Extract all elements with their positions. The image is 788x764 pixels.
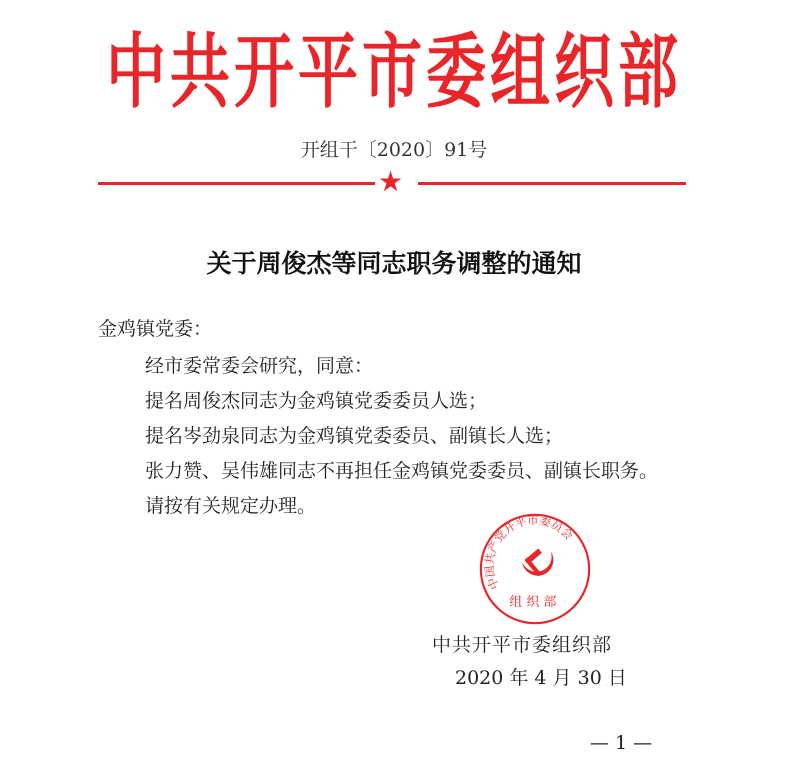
page-number: — 1 — xyxy=(590,732,653,754)
issue-date: 2020 年 4 月 30 日 xyxy=(455,667,627,689)
red-divider-left xyxy=(98,182,375,185)
body-line: 请按有关规定办理。 xyxy=(145,495,317,517)
red-divider-right xyxy=(418,182,686,185)
seal-inner-text: 组织部 xyxy=(509,595,561,611)
body-line: 张力赞、吴伟雄同志不再担任金鸡镇党委委员、副镇长职务。 xyxy=(145,460,659,482)
official-seal xyxy=(478,512,592,626)
recipient: 金鸡镇党委： xyxy=(98,318,213,340)
body-line: 提名岑劲泉同志为金鸡镇党委委员、副镇长人选； xyxy=(145,425,564,447)
notice-title: 关于周俊杰等同志职务调整的通知 xyxy=(206,249,582,278)
body-line: 提名周俊杰同志为金鸡镇党委委员人选； xyxy=(145,390,488,412)
star-icon: ★ xyxy=(378,165,404,198)
issuer-title: 中共开平市委组织部 xyxy=(106,25,682,121)
body-line: 经市委常委会研究，同意： xyxy=(145,355,374,377)
document-number: 开组干〔2020〕91号 xyxy=(300,139,488,161)
hammer-sickle-icon xyxy=(522,548,553,576)
signature: 中共开平市委组织部 xyxy=(432,634,613,656)
seal-outer-text: 中国共产党开平市委员会 xyxy=(482,512,576,592)
